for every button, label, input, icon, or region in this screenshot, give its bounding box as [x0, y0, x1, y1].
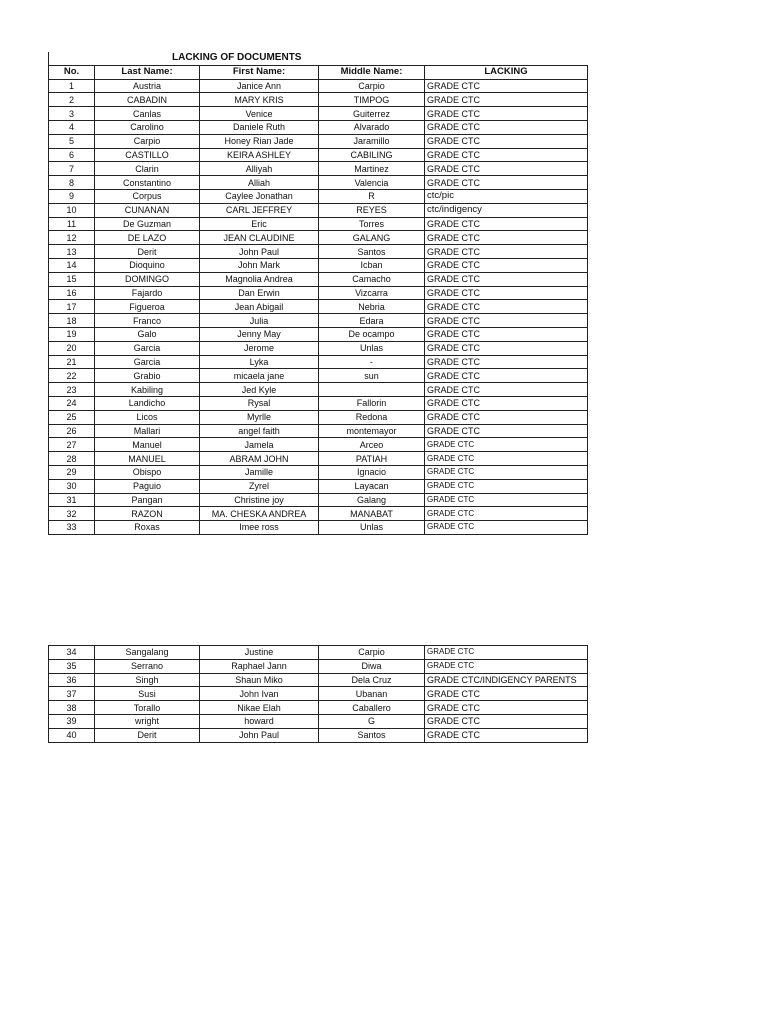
cell-no: 8 [49, 176, 95, 190]
cell-last-name: Manuel [95, 438, 200, 452]
cell-last-name: Mallari [95, 424, 200, 438]
cell-last-name: Canlas [95, 107, 200, 121]
cell-lacking: GRADE CTC [425, 327, 588, 341]
cell-first-name: Shaun Miko [200, 673, 319, 687]
cell-no: 26 [49, 424, 95, 438]
cell-no: 34 [49, 646, 95, 660]
cell-lacking: GRADE CTC [425, 410, 588, 424]
cell-middle-name: - [319, 355, 425, 369]
table-row [49, 493, 588, 507]
cell-middle-name: R [319, 189, 425, 203]
cell-first-name: John Ivan [200, 687, 319, 701]
cell-middle-name: Guiterrez [319, 107, 425, 121]
cell-first-name: Daniele Ruth [200, 120, 319, 134]
cell-middle-name: Diwa [319, 659, 425, 673]
cell-last-name: Kabiling [95, 383, 200, 397]
cell-no: 28 [49, 452, 95, 466]
cell-middle-name: Dela Cruz [319, 673, 425, 687]
cell-lacking: GRADE CTC [425, 507, 588, 521]
cell-middle-name: Santos [319, 245, 425, 259]
cell-middle-name: Galang [319, 493, 425, 507]
cell-last-name: DE LAZO [95, 231, 200, 245]
cell-lacking: GRADE CTC [425, 258, 588, 272]
cell-first-name: Jean Abigail [200, 300, 319, 314]
table-body-continued [49, 646, 588, 743]
cell-first-name: Jenny May [200, 327, 319, 341]
table-row [49, 189, 588, 203]
cell-middle-name: MANABAT [319, 507, 425, 521]
cell-first-name: Dan Erwin [200, 286, 319, 300]
cell-middle-name: Edara [319, 314, 425, 328]
cell-lacking: GRADE CTC [425, 341, 588, 355]
cell-last-name: Corpus [95, 189, 200, 203]
cell-first-name: Zyrel [200, 479, 319, 493]
cell-first-name: Caylee Jonathan [200, 189, 319, 203]
cell-no: 10 [49, 203, 95, 217]
table-row [49, 355, 588, 369]
table-row [49, 300, 588, 314]
cell-middle-name: Carpio [319, 646, 425, 660]
cell-middle-name: GALANG [319, 231, 425, 245]
cell-last-name: Obispo [95, 465, 200, 479]
cell-no: 27 [49, 438, 95, 452]
cell-middle-name: Unlas [319, 521, 425, 535]
cell-middle-name: PATIAH [319, 452, 425, 466]
table-row [49, 217, 588, 231]
table-row [49, 659, 588, 673]
table-row [49, 258, 588, 272]
cell-no: 31 [49, 493, 95, 507]
cell-no: 3 [49, 107, 95, 121]
cell-last-name: Pangan [95, 493, 200, 507]
cell-last-name: Licos [95, 410, 200, 424]
cell-last-name: MANUEL [95, 452, 200, 466]
cell-lacking: GRADE CTC [425, 479, 588, 493]
cell-first-name: Christine joy [200, 493, 319, 507]
cell-first-name: John Mark [200, 258, 319, 272]
cell-last-name: Derit [95, 245, 200, 259]
cell-lacking: GRADE CTC [425, 383, 588, 397]
table-row [49, 93, 588, 107]
cell-last-name: Austria [95, 79, 200, 93]
table-row [49, 79, 588, 93]
cell-lacking: GRADE CTC [425, 659, 588, 673]
cell-first-name: Jamela [200, 438, 319, 452]
table-row [49, 673, 588, 687]
cell-lacking: GRADE CTC [425, 79, 588, 93]
cell-middle-name [319, 383, 425, 397]
cell-middle-name: Caballero [319, 701, 425, 715]
cell-lacking: GRADE CTC [425, 93, 588, 107]
lacking-documents-table-continued [48, 645, 588, 743]
cell-no: 9 [49, 189, 95, 203]
cell-lacking: GRADE CTC [425, 493, 588, 507]
table-row [49, 728, 588, 742]
table-row [49, 701, 588, 715]
cell-lacking: ctc/indigency [425, 203, 588, 217]
table-row [49, 396, 588, 410]
cell-first-name: Lyka [200, 355, 319, 369]
cell-lacking: GRADE CTC [425, 272, 588, 286]
table-row [49, 424, 588, 438]
cell-middle-name: Torres [319, 217, 425, 231]
cell-no: 30 [49, 479, 95, 493]
cell-lacking: GRADE CTC [425, 728, 588, 742]
cell-no: 17 [49, 300, 95, 314]
cell-last-name: Carolino [95, 120, 200, 134]
cell-lacking: GRADE CTC [425, 452, 588, 466]
lacking-documents-table [48, 52, 588, 535]
table-row [49, 646, 588, 660]
cell-lacking: GRADE CTC [425, 369, 588, 383]
table-row [49, 507, 588, 521]
cell-first-name: micaela jane [200, 369, 319, 383]
cell-first-name: Justine [200, 646, 319, 660]
table-body-main [49, 79, 588, 534]
cell-middle-name: sun [319, 369, 425, 383]
cell-first-name: Jamille [200, 465, 319, 479]
cell-middle-name: CABILING [319, 148, 425, 162]
table-row [49, 714, 588, 728]
table-row [49, 341, 588, 355]
cell-middle-name: Martinez [319, 162, 425, 176]
cell-first-name: Jed Kyle [200, 383, 319, 397]
cell-lacking: GRADE CTC [425, 134, 588, 148]
cell-lacking: GRADE CTC [425, 300, 588, 314]
cell-no: 32 [49, 507, 95, 521]
cell-lacking: GRADE CTC [425, 424, 588, 438]
cell-lacking: GRADE CTC [425, 286, 588, 300]
cell-last-name: Derit [95, 728, 200, 742]
cell-no: 2 [49, 93, 95, 107]
cell-lacking: ctc/pic [425, 189, 588, 203]
cell-no: 20 [49, 341, 95, 355]
table-row [49, 245, 588, 259]
cell-lacking: GRADE CTC [425, 521, 588, 535]
cell-first-name: MA. CHESKA ANDREA [200, 507, 319, 521]
cell-no: 29 [49, 465, 95, 479]
cell-middle-name: Layacan [319, 479, 425, 493]
cell-no: 22 [49, 369, 95, 383]
cell-last-name: Torallo [95, 701, 200, 715]
table-row [49, 327, 588, 341]
header-last-name: Last Name: [95, 65, 200, 79]
cell-no: 25 [49, 410, 95, 424]
cell-no: 12 [49, 231, 95, 245]
cell-last-name: wright [95, 714, 200, 728]
cell-no: 4 [49, 120, 95, 134]
cell-last-name: Fajardo [95, 286, 200, 300]
header-lacking: LACKING [425, 65, 588, 79]
cell-lacking: GRADE CTC [425, 646, 588, 660]
cell-last-name: Singh [95, 673, 200, 687]
cell-last-name: Garcia [95, 341, 200, 355]
cell-last-name: Serrano [95, 659, 200, 673]
cell-last-name: Galo [95, 327, 200, 341]
header-middle-name: Middle Name: [319, 65, 425, 79]
cell-lacking: GRADE CTC [425, 245, 588, 259]
cell-lacking: GRADE CTC [425, 687, 588, 701]
cell-lacking: GRADE CTC [425, 231, 588, 245]
table-row [49, 479, 588, 493]
table-row [49, 521, 588, 535]
cell-middle-name: Unlas [319, 341, 425, 355]
cell-no: 35 [49, 659, 95, 673]
cell-no: 23 [49, 383, 95, 397]
header-first-name: First Name: [200, 65, 319, 79]
title-row [49, 52, 588, 65]
cell-last-name: Constantino [95, 176, 200, 190]
table-row [49, 314, 588, 328]
cell-middle-name: Redona [319, 410, 425, 424]
cell-last-name: CUNANAN [95, 203, 200, 217]
cell-last-name: De Guzman [95, 217, 200, 231]
cell-lacking: GRADE CTC/INDIGENCY PARENTS [425, 673, 588, 687]
cell-middle-name: REYES [319, 203, 425, 217]
cell-first-name: Alliyah [200, 162, 319, 176]
cell-last-name: Roxas [95, 521, 200, 535]
cell-middle-name: Fallorin [319, 396, 425, 410]
cell-middle-name: Ubanan [319, 687, 425, 701]
cell-last-name: Franco [95, 314, 200, 328]
table-row [49, 369, 588, 383]
cell-no: 5 [49, 134, 95, 148]
cell-first-name: Jerome [200, 341, 319, 355]
cell-middle-name: Valencia [319, 176, 425, 190]
cell-middle-name: Camacho [319, 272, 425, 286]
cell-no: 39 [49, 714, 95, 728]
table-row [49, 410, 588, 424]
cell-last-name: CASTILLO [95, 148, 200, 162]
cell-first-name: KEIRA ASHLEY [200, 148, 319, 162]
cell-first-name: howard [200, 714, 319, 728]
cell-no: 11 [49, 217, 95, 231]
cell-middle-name: De ocampo [319, 327, 425, 341]
table-row [49, 120, 588, 134]
cell-last-name: CABADIN [95, 93, 200, 107]
cell-first-name: Alliah [200, 176, 319, 190]
cell-first-name: Honey Rian Jade [200, 134, 319, 148]
cell-first-name: angel faith [200, 424, 319, 438]
cell-lacking: GRADE CTC [425, 148, 588, 162]
cell-lacking: GRADE CTC [425, 396, 588, 410]
cell-last-name: Dioquino [95, 258, 200, 272]
cell-first-name: Imee ross [200, 521, 319, 535]
cell-no: 38 [49, 701, 95, 715]
cell-middle-name: Nebria [319, 300, 425, 314]
cell-last-name: Carpio [95, 134, 200, 148]
table-row [49, 176, 588, 190]
header-no: No. [49, 65, 95, 79]
cell-no: 16 [49, 286, 95, 300]
cell-no: 37 [49, 687, 95, 701]
cell-last-name: Figueroa [95, 300, 200, 314]
sheet-title: LACKING OF DOCUMENTS [49, 52, 425, 65]
cell-lacking: GRADE CTC [425, 176, 588, 190]
table-row [49, 162, 588, 176]
cell-no: 13 [49, 245, 95, 259]
cell-no: 15 [49, 272, 95, 286]
table-row [49, 203, 588, 217]
cell-first-name: Janice Ann [200, 79, 319, 93]
table-row [49, 148, 588, 162]
cell-middle-name: TIMPOG [319, 93, 425, 107]
cell-first-name: ABRAM JOHN [200, 452, 319, 466]
cell-no: 1 [49, 79, 95, 93]
cell-lacking: GRADE CTC [425, 120, 588, 134]
cell-middle-name: Santos [319, 728, 425, 742]
cell-no: 36 [49, 673, 95, 687]
table-row [49, 272, 588, 286]
cell-last-name: Susi [95, 687, 200, 701]
cell-lacking: GRADE CTC [425, 465, 588, 479]
cell-no: 18 [49, 314, 95, 328]
table-row [49, 134, 588, 148]
table-row [49, 438, 588, 452]
table-row [49, 687, 588, 701]
cell-no: 24 [49, 396, 95, 410]
table-row [49, 107, 588, 121]
cell-last-name: Clarin [95, 162, 200, 176]
table-row [49, 383, 588, 397]
cell-lacking: GRADE CTC [425, 701, 588, 715]
cell-lacking: GRADE CTC [425, 438, 588, 452]
cell-no: 14 [49, 258, 95, 272]
cell-no: 7 [49, 162, 95, 176]
cell-middle-name: Arceo [319, 438, 425, 452]
cell-last-name: DOMINGO [95, 272, 200, 286]
cell-first-name: Magnolia Andrea [200, 272, 319, 286]
cell-last-name: RAZON [95, 507, 200, 521]
cell-first-name: Raphael Jann [200, 659, 319, 673]
cell-lacking: GRADE CTC [425, 714, 588, 728]
cell-lacking: GRADE CTC [425, 217, 588, 231]
cell-first-name: Julia [200, 314, 319, 328]
cell-first-name: Eric [200, 217, 319, 231]
cell-last-name: Paguio [95, 479, 200, 493]
cell-last-name: Grabio [95, 369, 200, 383]
cell-middle-name: montemayor [319, 424, 425, 438]
cell-middle-name: Carpio [319, 79, 425, 93]
cell-middle-name: Icban [319, 258, 425, 272]
cell-first-name: Myrlle [200, 410, 319, 424]
cell-first-name: John Paul [200, 245, 319, 259]
cell-first-name: John Paul [200, 728, 319, 742]
header-row [49, 65, 588, 79]
cell-first-name: CARL JEFFREY [200, 203, 319, 217]
cell-middle-name: Vizcarra [319, 286, 425, 300]
cell-no: 40 [49, 728, 95, 742]
cell-no: 21 [49, 355, 95, 369]
cell-middle-name: Alvarado [319, 120, 425, 134]
table-row [49, 231, 588, 245]
table-row [49, 452, 588, 466]
cell-first-name: Venice [200, 107, 319, 121]
cell-last-name: Landicho [95, 396, 200, 410]
cell-middle-name: G [319, 714, 425, 728]
cell-middle-name: Jaramillo [319, 134, 425, 148]
cell-no: 6 [49, 148, 95, 162]
cell-first-name: JEAN CLAUDINE [200, 231, 319, 245]
cell-lacking: GRADE CTC [425, 107, 588, 121]
cell-middle-name: Ignacio [319, 465, 425, 479]
title-blank-cell [425, 52, 588, 65]
cell-last-name: Sangalang [95, 646, 200, 660]
cell-lacking: GRADE CTC [425, 355, 588, 369]
table-row [49, 465, 588, 479]
cell-last-name: Garcia [95, 355, 200, 369]
table-row [49, 286, 588, 300]
cell-no: 33 [49, 521, 95, 535]
cell-lacking: GRADE CTC [425, 162, 588, 176]
cell-first-name: Nikae Elah [200, 701, 319, 715]
cell-lacking: GRADE CTC [425, 314, 588, 328]
cell-first-name: Rysal [200, 396, 319, 410]
cell-first-name: MARY KRIS [200, 93, 319, 107]
cell-no: 19 [49, 327, 95, 341]
